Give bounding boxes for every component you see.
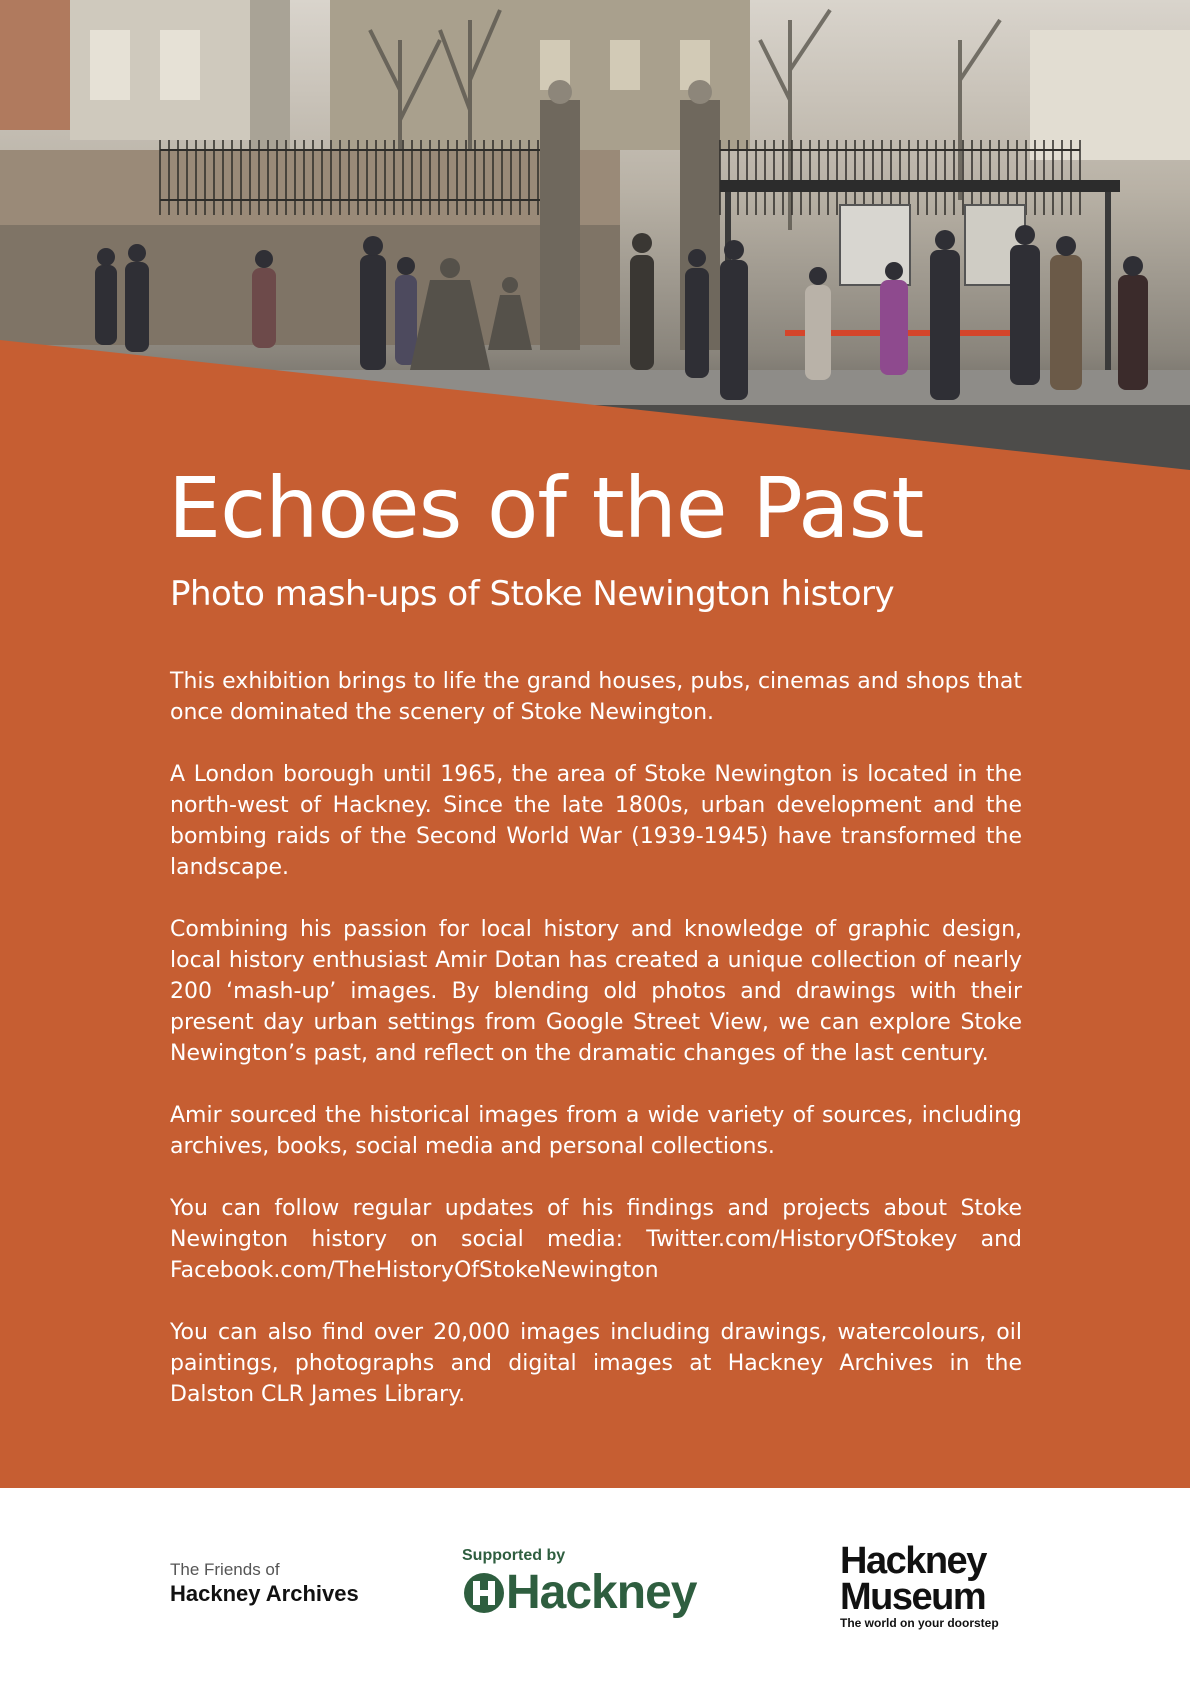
friends-big-text: Hackney Archives	[170, 1581, 359, 1606]
hackney-h-icon	[462, 1571, 506, 1615]
hackney-wordmark: Hackney	[506, 1566, 697, 1619]
hackney-council-logo	[462, 1566, 696, 1620]
body-text	[170, 666, 1022, 1441]
paragraph: A London borough until 1965, the area of Stoke Newington is located in the north-west of Hackney. Since the late 1800s, urban development and the bombing raids of the Second World War (1939-1945) have transformed the landscape.	[170, 762, 1022, 880]
paragraph: Amir sourced the historical images from a wide variety of sources, including archives, books, social media and personal collections.	[170, 1103, 1022, 1159]
hackney-museum-logo	[840, 1540, 999, 1631]
museum-line2: Museum	[840, 1576, 986, 1618]
page-subtitle: Photo mash-ups of Stoke Newington history	[170, 574, 895, 614]
paragraph: You can follow regular updates of his findings and projects about Stoke Newington history on social media: Twitter.com/HistoryOfStokey and Facebook.com/TheHistoryOfStokeNewington	[170, 1196, 1022, 1283]
friends-small-text: The Friends of	[170, 1560, 280, 1579]
museum-tagline: The world on your doorstep	[840, 1616, 999, 1630]
supported-by-text: Supported by	[462, 1547, 566, 1564]
supported-by-hackney-logo	[462, 1546, 696, 1620]
friends-of-hackney-archives-logo	[170, 1560, 359, 1608]
paragraph: This exhibition brings to life the grand houses, pubs, cinemas and shops that once dominated the scenery of Stoke Newington.	[170, 669, 1022, 725]
paragraph: Combining his passion for local history and knowledge of graphic design, local history enthusiast Amir Dotan has created a unique collection of nearly 200 ‘mash-up’ images. By blending old photos and drawings with their present day urban settings from Google Street View, we can explore Stoke Newington’s past, and reflect on the dramatic changes of the last century.	[170, 917, 1022, 1066]
footer	[0, 1488, 1190, 1683]
page-title: Echoes of the Past	[168, 459, 924, 557]
paragraph: You can also find over 20,000 images including drawings, watercolours, oil paintings, photographs and digital images at Hackney Archives in the Dalston CLR James Library.	[170, 1320, 1022, 1407]
museum-line1: Hackney	[840, 1540, 986, 1582]
